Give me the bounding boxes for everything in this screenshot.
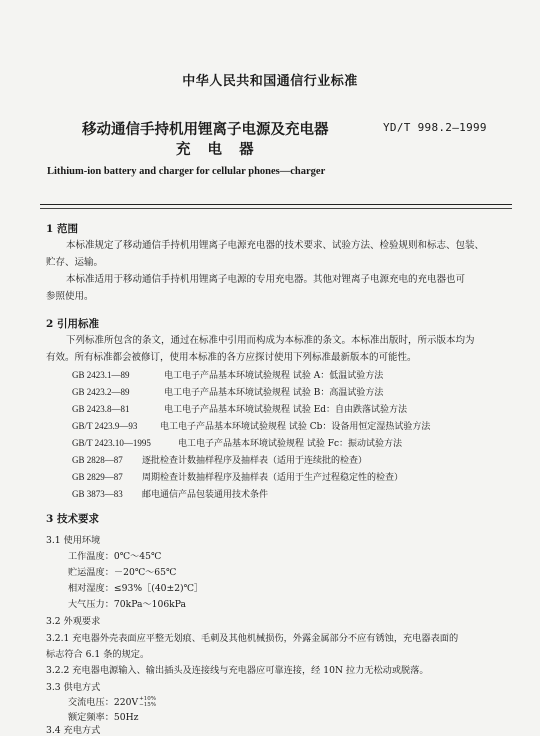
env-air-pressure: 大气压力：70kPa～106kPa <box>68 599 186 610</box>
clause-3-3-heading: 3.3 供电方式 <box>46 682 101 693</box>
supply-frequency: 额定频率：50Hz <box>68 712 139 723</box>
standard-code: GB 2423.2—89 <box>72 387 130 397</box>
standard-reference <box>72 385 383 398</box>
standard-desc: 周期检查计数抽样程序及抽样表（适用于生产过程稳定性的检查） <box>142 473 404 483</box>
standard-desc: 电工电子产品基本环境试验规程 试验 Fc：振动试验方法 <box>178 439 403 449</box>
section-2-heading: 2 引用标准 <box>46 318 99 330</box>
header-divider <box>40 204 512 205</box>
standard-desc: 电工电子产品基本环境试验规程 试验 Cb：设备用恒定湿热试验方法 <box>160 422 431 432</box>
supply-voltage-label: 交流电压：220V <box>68 697 139 708</box>
env-storage-temp: 贮运温度：－20℃～65℃ <box>68 567 177 578</box>
section-3-heading: 3 技术要求 <box>46 513 99 525</box>
standard-reference <box>72 368 383 381</box>
standard-code: GB/T 2423.9—93 <box>72 421 138 431</box>
clause-3-2-2: 3.2.2 充电器电源输入、输出插头及连接线与充电器应可靠连接，经 10N 拉力无松动或脱落。 <box>46 665 429 676</box>
supply-voltage <box>68 694 156 708</box>
standard-code: GB 2829—87 <box>72 472 123 482</box>
section-1-heading: 1 范围 <box>46 223 78 235</box>
standard-code: GB 2828—87 <box>72 455 123 465</box>
standard-title: 移动通信手持机用锂离子电源及充电器 <box>82 121 329 138</box>
voltage-tolerance <box>139 697 156 708</box>
standard-code: GB 2423.8—81 <box>72 404 130 414</box>
standard-code: GB 3873—83 <box>72 489 123 499</box>
voltage-tolerance-upper: +10% <box>139 696 156 702</box>
env-operating-temp: 工作温度：0℃～45℃ <box>68 551 162 562</box>
standard-reference <box>72 419 430 432</box>
standard-reference <box>72 436 402 449</box>
standard-code: GB 2423.1—89 <box>72 370 130 380</box>
clause-3-2-1-line-2: 标志符合 6.1 条的规定。 <box>46 649 150 660</box>
section-2-para-line-1: 下列标准所包含的条文，通过在标准中引用而构成为本标准的条文。本标准出版时，所示版本均为 <box>66 335 475 346</box>
voltage-tolerance-lower: −15% <box>139 701 156 708</box>
standard-desc: 逐批检查计数抽样程序及抽样表（适用于连续批的检查） <box>142 456 368 466</box>
standard-desc: 电工电子产品基本环境试验规程 试验 B：高温试验方法 <box>164 388 384 398</box>
section-1-para-1-line-1: 本标准规定了移动通信手持机用锂离子电源充电器的技术要求、试验方法、检验规则和标志、包装、 <box>66 240 485 251</box>
header-divider-thin <box>40 208 512 209</box>
standard-desc: 电工电子产品基本环境试验规程 试验 Ed：自由跌落试验方法 <box>164 405 408 415</box>
standard-code: GB/T 2423.10—1995 <box>72 438 151 448</box>
clause-3-2-1-line-1: 3.2.1 充电器外壳表面应平整无划痕、毛刺及其他机械损伤，外露金属部分不应有锈蚀，充电器表面的 <box>46 633 459 644</box>
clause-3-2-heading: 3.2 外观要求 <box>46 616 101 627</box>
standard-reference <box>72 453 367 466</box>
issuing-organization: 中华人民共和国通信行业标准 <box>182 74 358 89</box>
clause-3-4-heading: 3.4 充电方式 <box>46 725 101 736</box>
standard-desc: 电工电子产品基本环境试验规程 试验 A：低温试验方法 <box>164 371 384 381</box>
standard-reference <box>72 402 407 415</box>
standard-number: YD/T 998.2—1999 <box>383 121 487 134</box>
section-1-para-2-line-2: 参照使用。 <box>46 291 94 302</box>
section-1-para-2-line-1: 本标准适用于移动通信手持机用锂离子电源的专用充电器。其他对锂离子电源充电的充电器也可 <box>66 274 466 285</box>
standard-subtitle: 充 电 器 <box>176 141 260 158</box>
standard-desc: 邮电通信产品包装通用技术条件 <box>142 490 269 500</box>
standard-reference <box>72 487 268 500</box>
english-title: Lithium-ion battery and charger for cellular phones—charger <box>47 166 326 177</box>
env-relative-humidity: 相对湿度：≤93%［(40±2)℃］ <box>68 583 204 594</box>
clause-3-1-heading: 3.1 使用环境 <box>46 535 101 546</box>
standard-reference <box>72 470 403 483</box>
section-2-para-line-2: 有效。所有标准都会被修订，使用本标准的各方应探讨使用下列标准最新版本的可能性。 <box>46 352 417 363</box>
section-1-para-1-line-2: 贮存、运输。 <box>46 257 104 268</box>
